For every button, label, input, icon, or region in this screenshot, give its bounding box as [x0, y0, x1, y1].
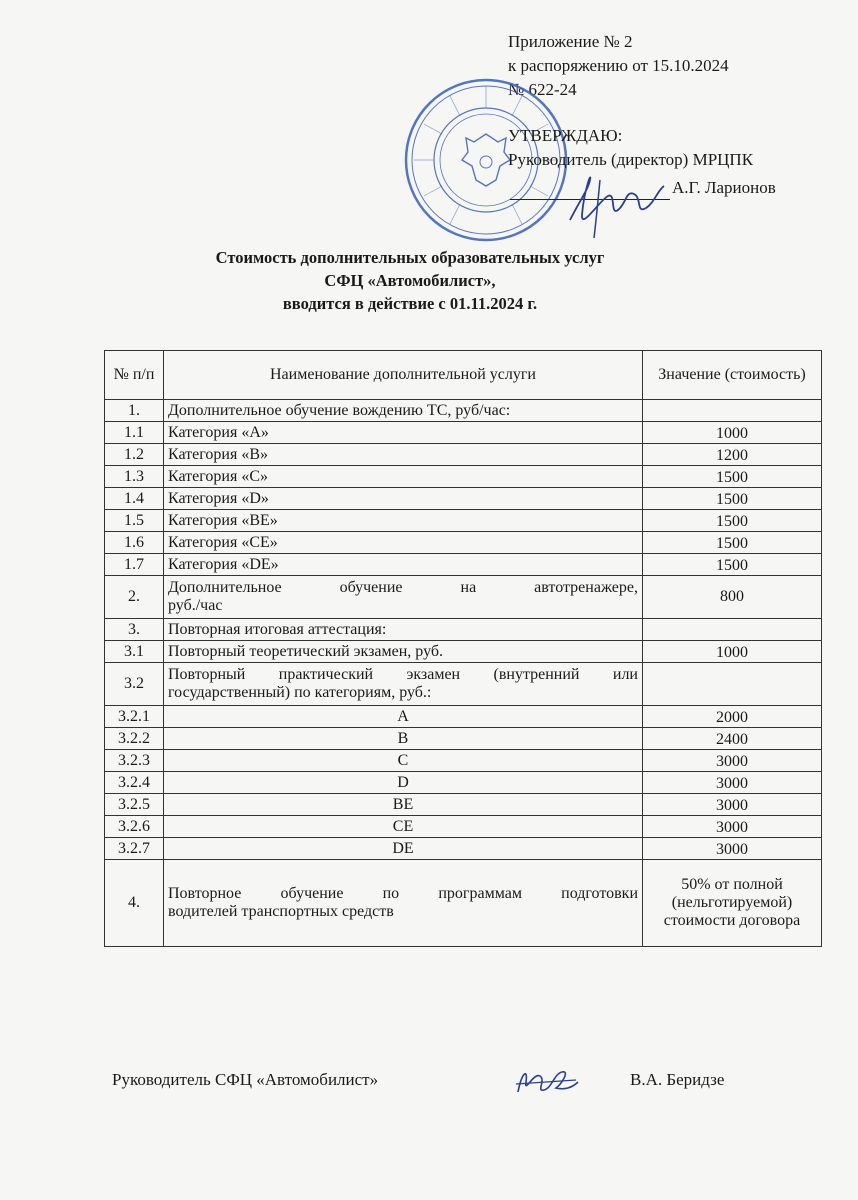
- row-service-name: Повторный теоретический экзамен, руб.: [164, 641, 643, 663]
- table-row: [105, 619, 822, 641]
- row-service-name: DE: [164, 838, 643, 860]
- row-number: 1.1: [105, 422, 164, 444]
- head-signature-icon: [512, 1062, 582, 1102]
- row-value: 3000: [643, 838, 822, 860]
- row-service-name: ВЕ: [164, 794, 643, 816]
- table-row: [105, 816, 822, 838]
- row-service-name: Категория «СЕ»: [164, 532, 643, 554]
- row-number: 3.2.3: [105, 750, 164, 772]
- row-number: 3.2.1: [105, 706, 164, 728]
- row-service-name: С: [164, 750, 643, 772]
- table-row: [105, 466, 822, 488]
- row-value: [643, 400, 822, 422]
- table-row: [105, 706, 822, 728]
- title-line-2: СФЦ «Автомобилист»,: [324, 271, 496, 290]
- appendix-line-2: к распоряжению от 15.10.2024: [508, 56, 729, 75]
- row-value: 1000: [643, 641, 822, 663]
- row-service-name: Категория «D»: [164, 488, 643, 510]
- table-row: [105, 422, 822, 444]
- row-value: 1500: [643, 488, 822, 510]
- row-number: 3.2: [105, 663, 164, 706]
- table-row: [105, 838, 822, 860]
- row-number: 3.2.2: [105, 728, 164, 750]
- row-value: 1500: [643, 510, 822, 532]
- appendix-line-3: № 622-24: [508, 80, 577, 99]
- table-header-row: [105, 351, 822, 400]
- row-number: 1.6: [105, 532, 164, 554]
- table-row: [105, 750, 822, 772]
- footer-signature-block: [112, 1068, 812, 1092]
- row-value: 2400: [643, 728, 822, 750]
- header-service-name: Наименование дополнительной услуги: [164, 351, 643, 400]
- row-service-name: [164, 860, 643, 947]
- row-service-name: А: [164, 706, 643, 728]
- row-service-name-line-2: руб./час: [168, 597, 223, 614]
- row-service-name: Повторная итоговая аттестация:: [164, 619, 643, 641]
- table-row: [105, 772, 822, 794]
- table-row: [105, 532, 822, 554]
- row-service-name-line-1: Повторный практический экзамен (внутренний или: [168, 666, 638, 683]
- row-service-name: В: [164, 728, 643, 750]
- table-row: [105, 794, 822, 816]
- table-row: [105, 641, 822, 663]
- row-value: 800: [643, 576, 822, 619]
- row-service-name: Дополнительное обучение вождению ТС, руб/час:: [164, 400, 643, 422]
- row-service-name: Категория «В»: [164, 444, 643, 466]
- row-number: 4.: [105, 860, 164, 947]
- row-number: 1.3: [105, 466, 164, 488]
- row-number: 3.2.6: [105, 816, 164, 838]
- row-number: 2.: [105, 576, 164, 619]
- appendix-line-1: Приложение № 2: [508, 32, 633, 51]
- row-value: [643, 619, 822, 641]
- table-row: [105, 554, 822, 576]
- row-service-name: Категория «С»: [164, 466, 643, 488]
- row-value: 3000: [643, 816, 822, 838]
- footer-signer: В.А. Беридзе: [630, 1070, 725, 1089]
- row-number: 1.5: [105, 510, 164, 532]
- header-value: Значение (стоимость): [643, 351, 822, 400]
- approval-heading: УТВЕРЖДАЮ:: [508, 126, 623, 145]
- document-title: [100, 246, 824, 315]
- title-line-1: Стоимость дополнительных образовательных услуг: [215, 248, 605, 267]
- approval-signer: А.Г. Ларионов: [672, 178, 776, 197]
- row-service-name-line-1: Повторное обучение по программам подготовки: [168, 885, 638, 902]
- row-number: 1.4: [105, 488, 164, 510]
- row-service-name: Категория «ВЕ»: [164, 510, 643, 532]
- row-value: 1500: [643, 532, 822, 554]
- row-service-name: [164, 663, 643, 706]
- row-value: 3000: [643, 794, 822, 816]
- row-number: 3.2.7: [105, 838, 164, 860]
- table-row: [105, 510, 822, 532]
- row-value: 50% от полной (нельготируемой) стоимости договора: [643, 860, 822, 947]
- row-number: 3.1: [105, 641, 164, 663]
- row-number: 1.: [105, 400, 164, 422]
- table-row: [105, 860, 822, 947]
- row-number: 3.: [105, 619, 164, 641]
- services-price-table: [104, 350, 822, 947]
- row-value: 3000: [643, 750, 822, 772]
- row-value: 1500: [643, 554, 822, 576]
- row-number: 1.7: [105, 554, 164, 576]
- row-service-name: D: [164, 772, 643, 794]
- table-row: [105, 488, 822, 510]
- row-number: 3.2.4: [105, 772, 164, 794]
- row-service-name-line-1: Дополнительное обучение на автотренажере,: [168, 579, 638, 596]
- row-value: 3000: [643, 772, 822, 794]
- row-value: 1200: [643, 444, 822, 466]
- table-row: [105, 444, 822, 466]
- table-row: [105, 576, 822, 619]
- row-value: 2000: [643, 706, 822, 728]
- row-service-name: [164, 576, 643, 619]
- table-row: [105, 728, 822, 750]
- director-signature-icon: [560, 160, 670, 240]
- row-value: [643, 663, 822, 706]
- row-value: 1500: [643, 466, 822, 488]
- footer-position: Руководитель СФЦ «Автомобилист»: [112, 1070, 379, 1089]
- row-value: 1000: [643, 422, 822, 444]
- row-service-name: Категория «DE»: [164, 554, 643, 576]
- row-number: 1.2: [105, 444, 164, 466]
- row-service-name-line-2: водителей транспортных средств: [168, 903, 394, 920]
- title-line-3: вводится в действие с 01.11.2024 г.: [282, 294, 538, 313]
- row-number: 3.2.5: [105, 794, 164, 816]
- row-service-name: СЕ: [164, 816, 643, 838]
- approval-position: Руководитель (директор) МРЦПК: [508, 150, 754, 169]
- header-number: № п/п: [105, 351, 164, 400]
- table-row: [105, 663, 822, 706]
- row-service-name: Категория «А»: [164, 422, 643, 444]
- table-row: [105, 400, 822, 422]
- row-service-name-line-2: государственный) по категориям, руб.:: [168, 684, 432, 701]
